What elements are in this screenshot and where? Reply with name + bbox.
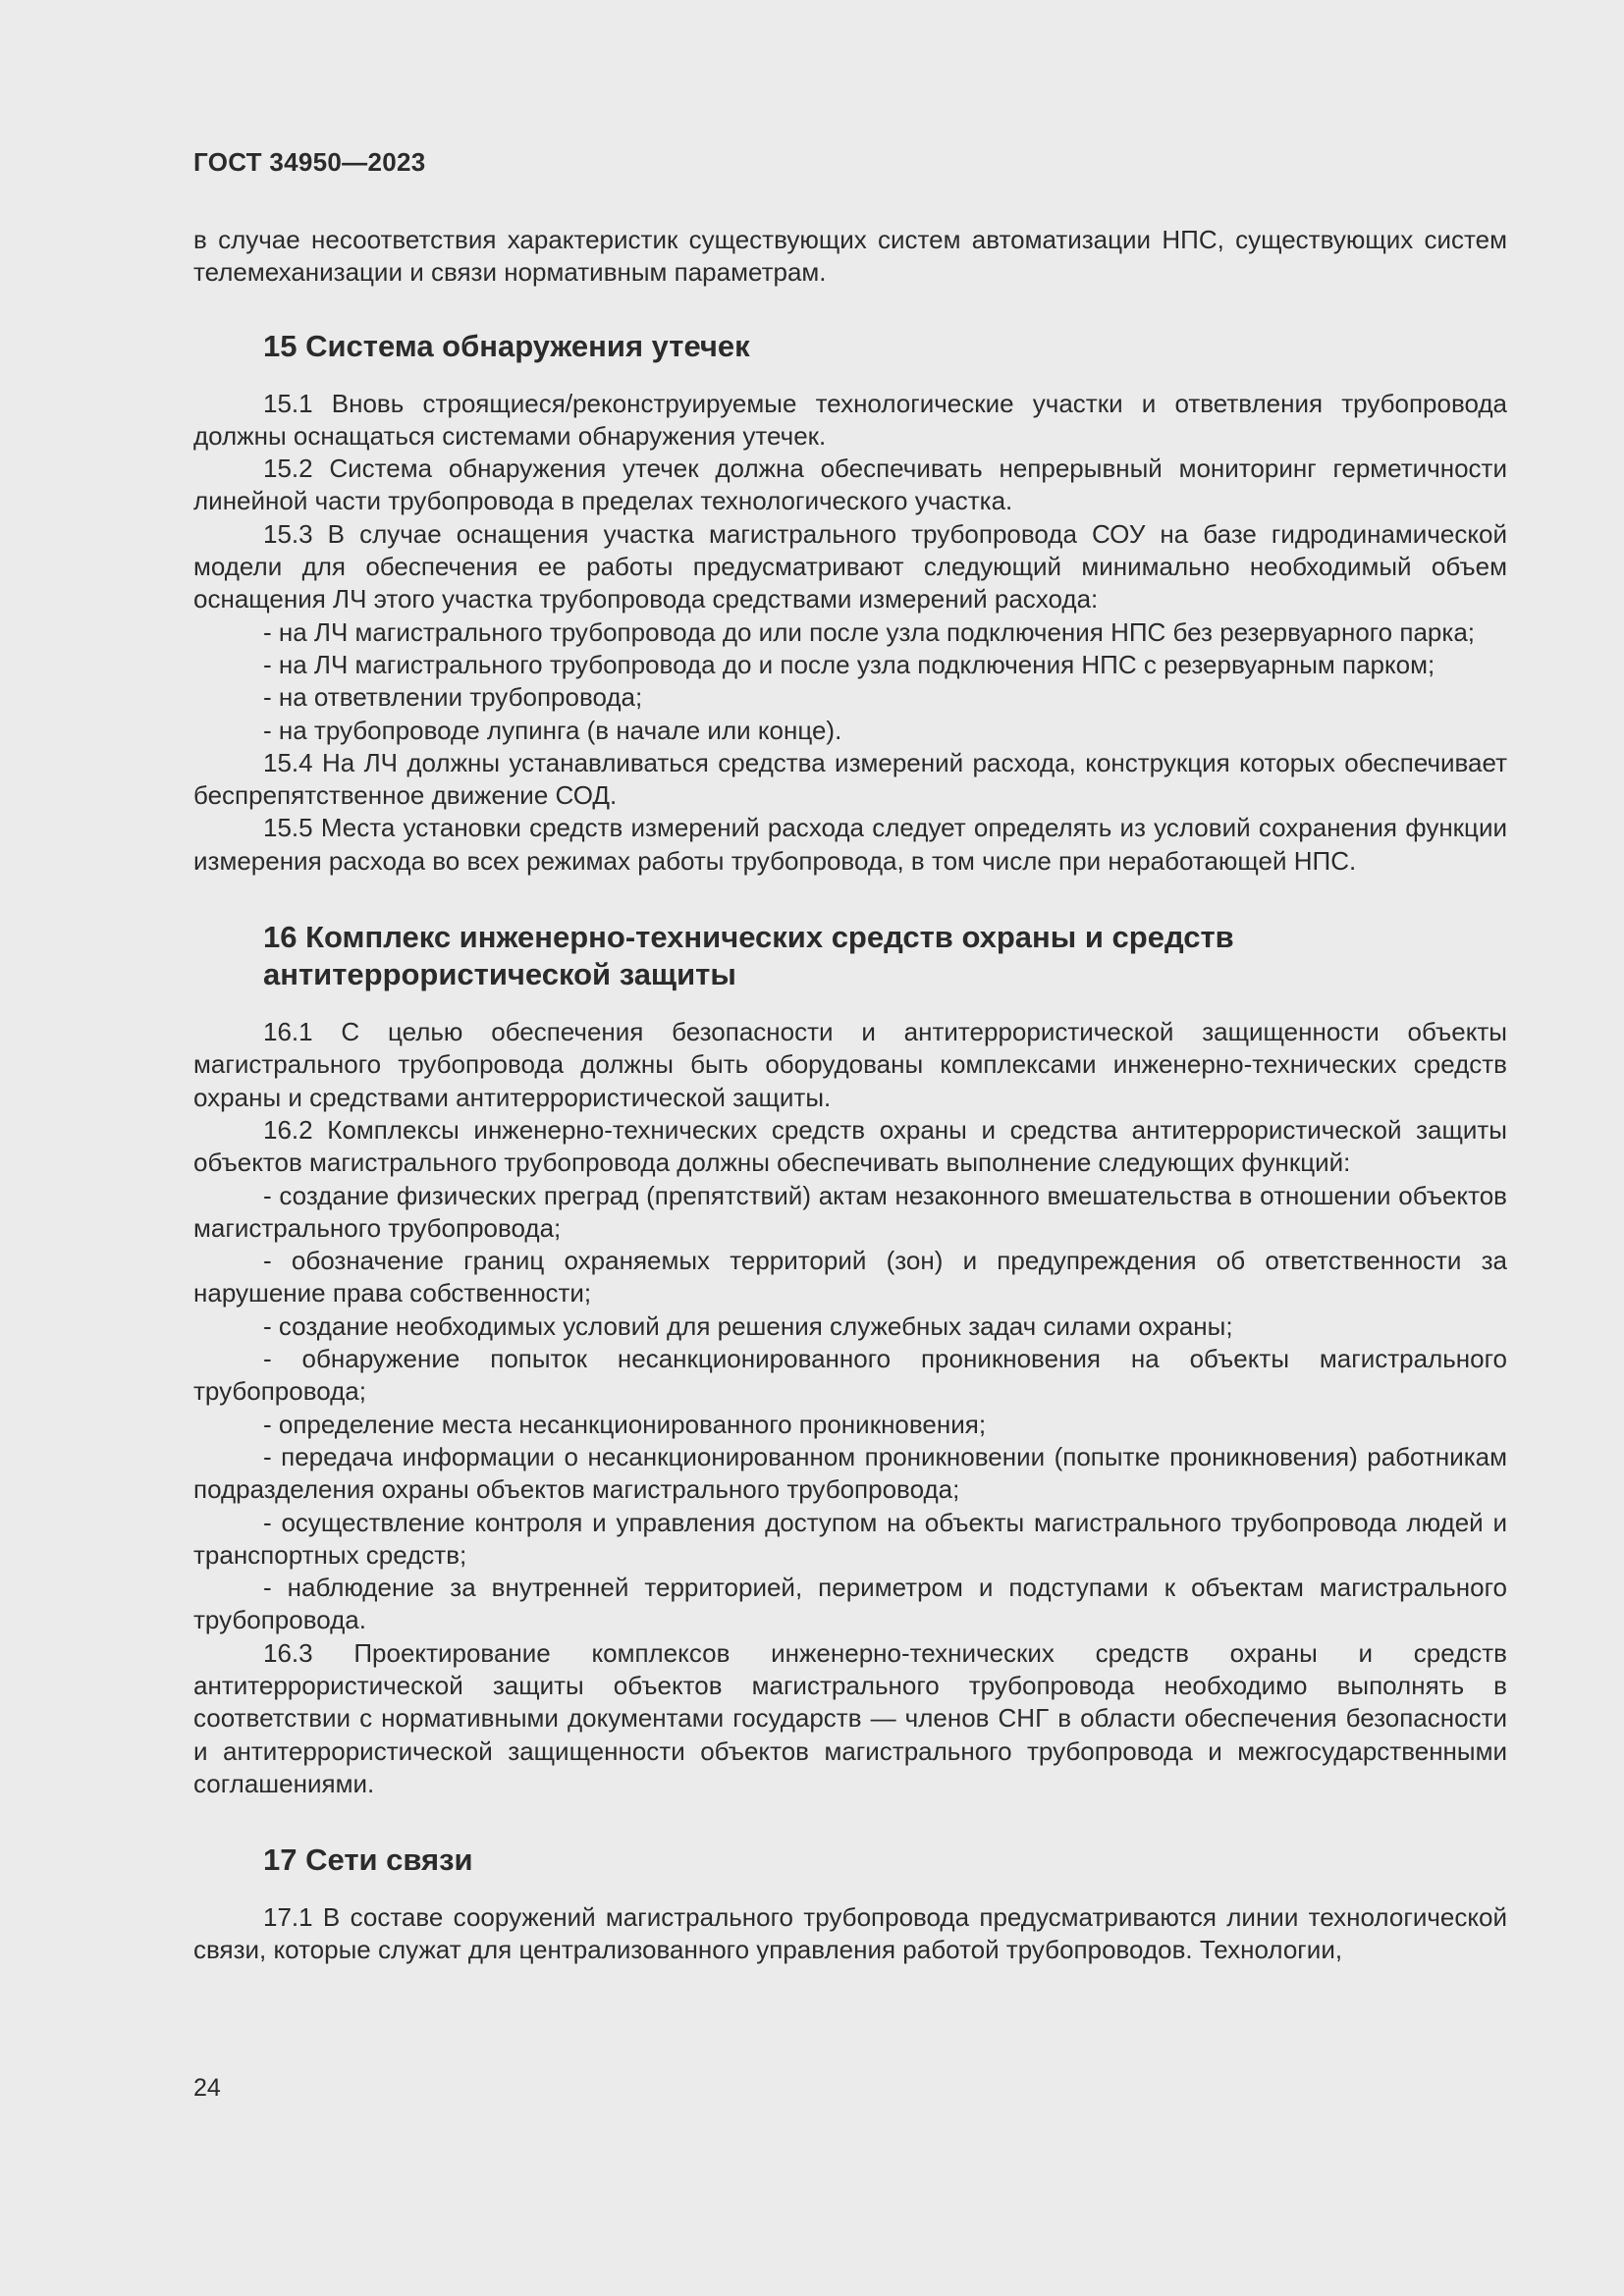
list-item: - передача информации о несанкционированном проникновении (попытке проникновения) работникам подразделения охраны объектов магистрального трубопровода; (193, 1441, 1507, 1505)
paragraph-15-1: 15.1 Вновь строящиеся/реконструируемые технологические участки и ответвления трубопровода должны оснащаться системами обнаружения утечек. (193, 388, 1507, 451)
section-16-heading-line-1: 16 Комплекс инженерно-технических средств охраны и средств (263, 920, 1234, 955)
page-number: 24 (193, 2074, 221, 2102)
list-item: - обнаружение попыток несанкционированного проникновения на объекты магистрального трубопровода; (193, 1344, 1507, 1407)
section-15-heading: 15 Система обнаружения утечек (263, 328, 750, 363)
paragraph-15-2: 15.2 Система обнаружения утечек должна обеспечивать непрерывный мониторинг герметичности линейной части трубопровода в пределах технологического участка. (193, 454, 1507, 516)
list-item: - на ЛЧ магистрального трубопровода до и после узла подключения НПС с резервуарным парком; (263, 649, 1435, 679)
document-body (193, 224, 1507, 1967)
list-item: - на ЛЧ магистрального трубопровода до или после узла подключения НПС без резервуарного парка; (263, 616, 1475, 647)
paragraph-16-1: 16.1 С целью обеспечения безопасности и антитеррористической защищенности объекты магистрального трубопровода должны быть оборудованы комплексами инженерно-технических средств охраны и средствами антитеррористической защиты. (193, 1017, 1507, 1112)
paragraph-15-3: 15.3 В случае оснащения участка магистрального трубопровода СОУ на базе гидродинамической модели для обеспечения ее работы предусматривают следующий минимально необходимый объем оснащения ЛЧ этого участка трубопровода средствами измерений расхода: (193, 518, 1507, 614)
paragraph-15-4: 15.4 На ЛЧ должны устанавливаться средства измерений расхода, конструкция которых обеспечивает беспрепятственное движение СОД. (193, 747, 1507, 811)
section-16-heading-line-2: антитеррористической защиты (263, 957, 736, 992)
section-16-heading (193, 919, 1507, 993)
list-item: - осуществление контроля и управления доступом на объекты магистрального трубопровода людей и транспортных средств; (193, 1507, 1507, 1570)
list-item: - создание физических преград (препятствий) актам незаконного вмешательства в отношении объектов магистрального трубопровода; (193, 1180, 1507, 1243)
list-item: - обозначение границ охраняемых территорий (зон) и предупреждения об ответственности за нарушение права собственности; (193, 1246, 1507, 1308)
paragraph-15-5: 15.5 Места установки средств измерений расхода следует определять из условий сохранения функции измерения расхода во всех режимах работы трубопровода, в том числе при неработающей НПС. (193, 813, 1507, 876)
list-item: - создание необходимых условий для решения служебных задач силами охраны; (263, 1310, 1233, 1341)
paragraph-16-3: 16.3 Проектирование комплексов инженерно-технических средств охраны и средств антитеррористической защиты объектов магистрального трубопровода необходимо выполнять в соответствии с нормативными документами государств — членов СНГ в области обеспечения безопасности и антитеррористической защищенности объектов магистрального трубопровода и межгосударственными соглашениями. (193, 1637, 1507, 1798)
list-item: - на трубопроводе лупинга (в начале или конце). (263, 715, 842, 745)
paragraph-17-1: 17.1 В составе сооружений магистрального трубопровода предусматриваются линии технологической связи, которые служат для централизованного управления работой трубопроводов. Технологии, (193, 1902, 1507, 1965)
list-item: - на ответвлении трубопровода; (263, 682, 643, 713)
list-item: - наблюдение за внутренней территорией, периметром и подступами к объектам магистрального трубопровода. (193, 1573, 1507, 1635)
intro-paragraph: в случае несоответствия характеристик существующих систем автоматизации НПС, существующих систем телемеханизации и связи нормативным параметрам. (193, 225, 1507, 288)
paragraph-16-2: 16.2 Комплексы инженерно-технических средств охраны и средства антитеррористической защиты объектов магистрального трубопровода должны обеспечивать выполнение следующих функций: (193, 1114, 1507, 1178)
section-17-heading: 17 Сети связи (263, 1842, 473, 1878)
document-header: ГОСТ 34950—2023 (193, 147, 426, 177)
list-item: - определение места несанкционированного проникновения; (263, 1409, 987, 1439)
